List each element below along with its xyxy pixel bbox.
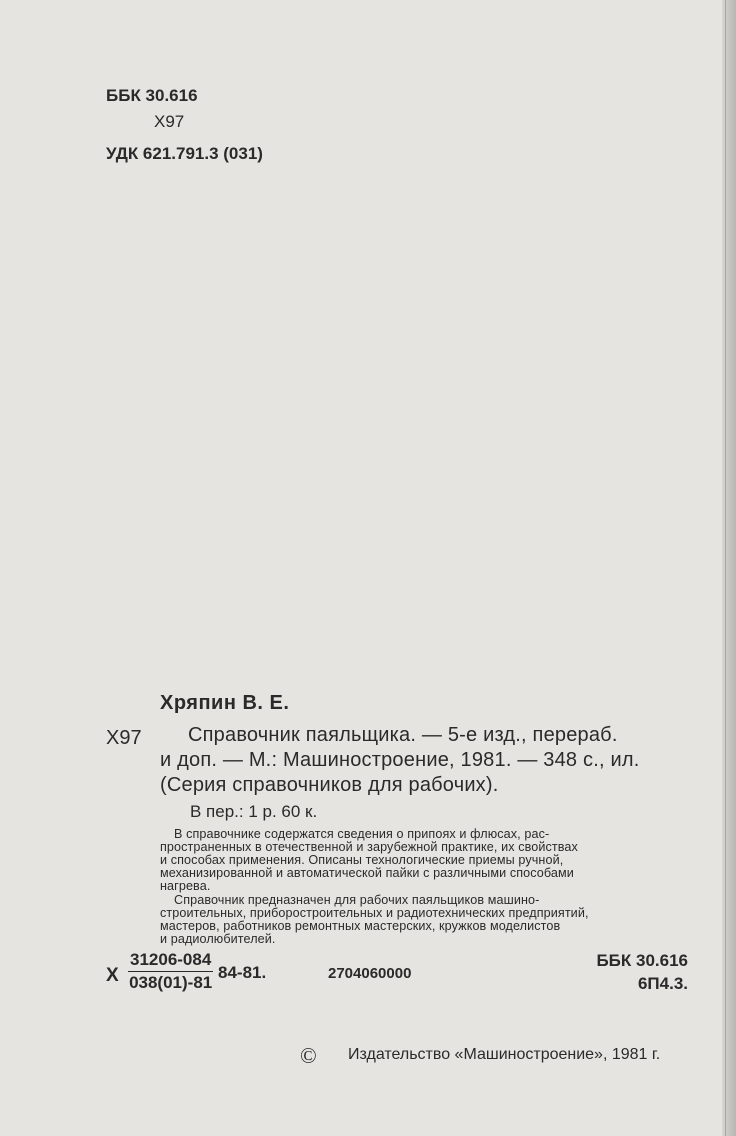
annotation-line: и радиолюбителей.	[160, 932, 276, 946]
bbk-header: ББК 30.616	[106, 86, 198, 105]
annotation-line: мастеров, работников ремонтных мастерских, кружков моделистов	[160, 919, 561, 933]
price: В пер.: 1 р. 60 к.	[190, 802, 318, 821]
bibliography-line: и доп. — М.: Машиностроение, 1981. — 348 с., ил.	[160, 749, 640, 771]
bbk-footer: ББК 30.616	[596, 951, 688, 970]
annotation-line: Справочник предназначен для рабочих паяльщиков машино-	[174, 893, 540, 907]
classification-number: 2704060000	[328, 965, 412, 982]
bbk-subcode: 6П4.3.	[637, 974, 688, 993]
author-name: Хряпин В. Е.	[160, 692, 290, 714]
annotation-line: пространенных в отечественной и зарубежной практике, их свойствах	[160, 840, 578, 854]
classification-letter: Х	[106, 965, 119, 986]
copyright-icon: ©	[300, 1043, 317, 1068]
classification-suffix: 84-81.	[218, 963, 267, 982]
page-edge-line	[725, 0, 726, 1136]
annotation-line: В справочнике содержатся сведения о припоях и флюсах, рас-	[174, 827, 550, 841]
copyright-text: Издательство «Машиностроение», 1981 г.	[348, 1046, 661, 1063]
annotation-line: строительных, приборостроительных и радиотехнических предприятий,	[160, 906, 589, 920]
author-code-header: Х97	[154, 112, 185, 131]
annotation-line: и способах применения. Описаны технологические приемы ручной,	[160, 853, 564, 867]
udk-header: УДК 621.791.3 (031)	[106, 144, 263, 163]
annotation-line: механизированной и автоматической пайки с различными способами	[160, 866, 574, 880]
annotation-line: нагрева.	[160, 879, 211, 893]
fraction-numerator: 31206-084	[128, 950, 213, 972]
classification-fraction	[128, 950, 213, 993]
fraction-denominator: 038(01)-81	[129, 973, 213, 992]
bibliography-line: (Серия справочников для рабочих).	[160, 774, 499, 796]
bibliography-line: Справочник паяльщика. — 5-е изд., перераб.	[188, 724, 618, 746]
author-code: Х97	[106, 727, 142, 749]
